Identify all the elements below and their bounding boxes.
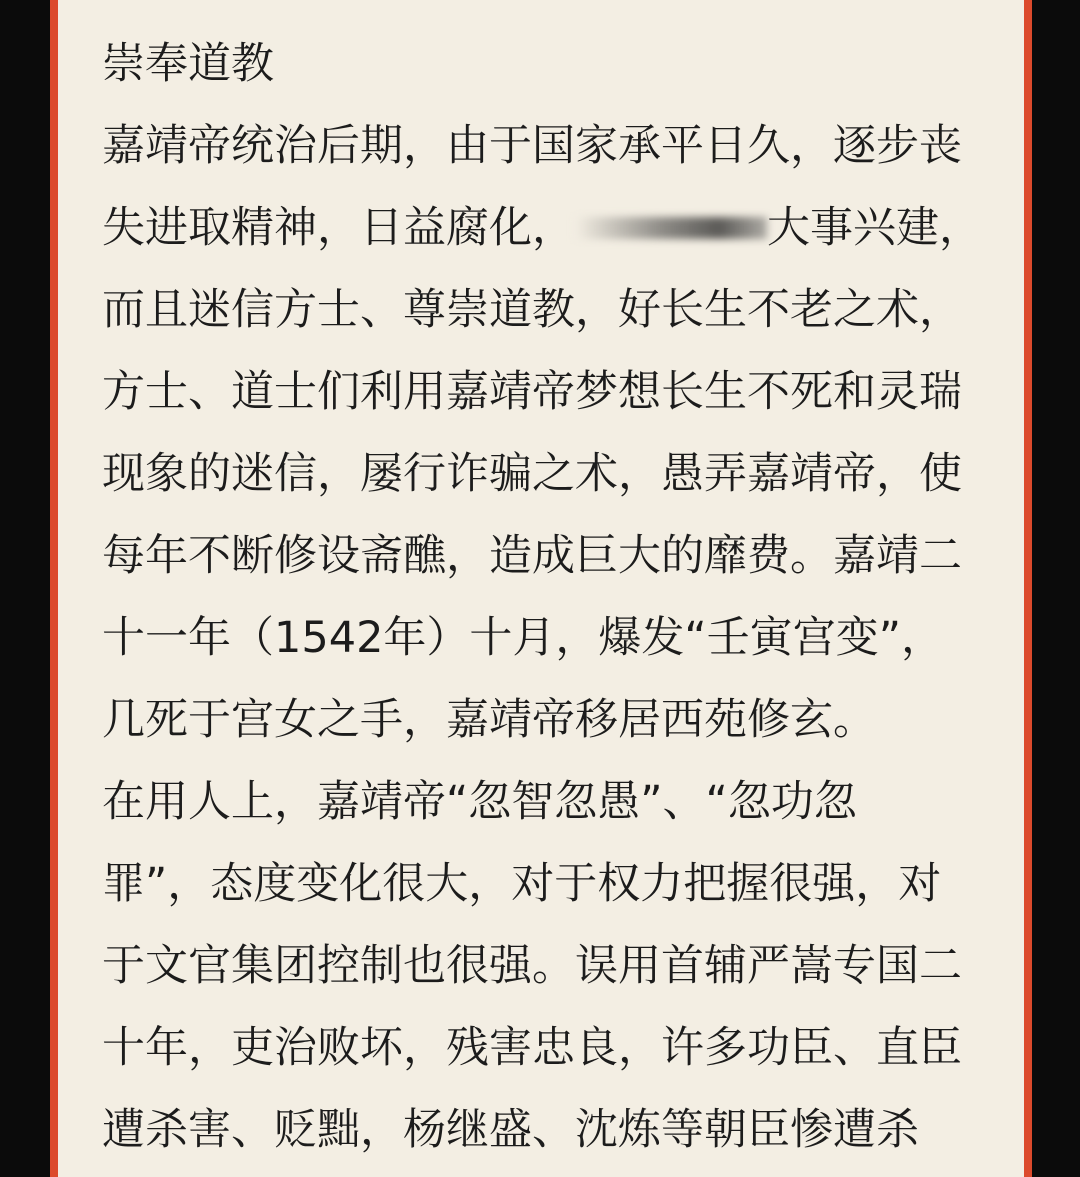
article-text	[102, 23, 982, 1171]
text-line: 嘉靖帝统治后期，由于国家承平日久，逐步丧	[102, 121, 962, 171]
text-line: 几死于宫女之手，嘉靖帝移居西苑修玄。	[102, 695, 876, 745]
text-line-redacted	[102, 187, 982, 269]
text-segment: 大事兴建，	[767, 203, 982, 253]
text-line: 方士、道士们利用嘉靖帝梦想长生不死和灵瑞	[102, 367, 962, 417]
section-title: 崇奉道教	[102, 39, 274, 89]
text-line: 现象的迷信，屡行诈骗之术，愚弄嘉靖帝，使	[102, 449, 962, 499]
text-line: 于文官集团控制也很强。误用首辅严嵩专国二	[102, 941, 962, 991]
text-line: 而且迷信方士、尊崇道教，好长生不老之术，	[102, 285, 962, 335]
text-line: 罪”，态度变化很大，对于权力把握很强，对	[102, 859, 942, 909]
paper-sheet	[50, 0, 1032, 1177]
text-line: 遭杀害、贬黜，杨继盛、沈炼等朝臣惨遭杀	[102, 1105, 919, 1155]
text-segment: 失进取精神，日益腐化，	[102, 203, 575, 253]
text-line: 每年不断修设斋醮，造成巨大的靡费。嘉靖二	[102, 531, 962, 581]
redaction-blur	[575, 217, 767, 239]
text-line: 十年，吏治败坏，残害忠良，许多功臣、直臣	[102, 1023, 962, 1073]
text-line: 十一年（1542年）十月，爆发“壬寅宫变”，	[102, 613, 944, 663]
text-line: 在用人上，嘉靖帝“忽智忽愚”、“忽功忽	[102, 777, 857, 827]
